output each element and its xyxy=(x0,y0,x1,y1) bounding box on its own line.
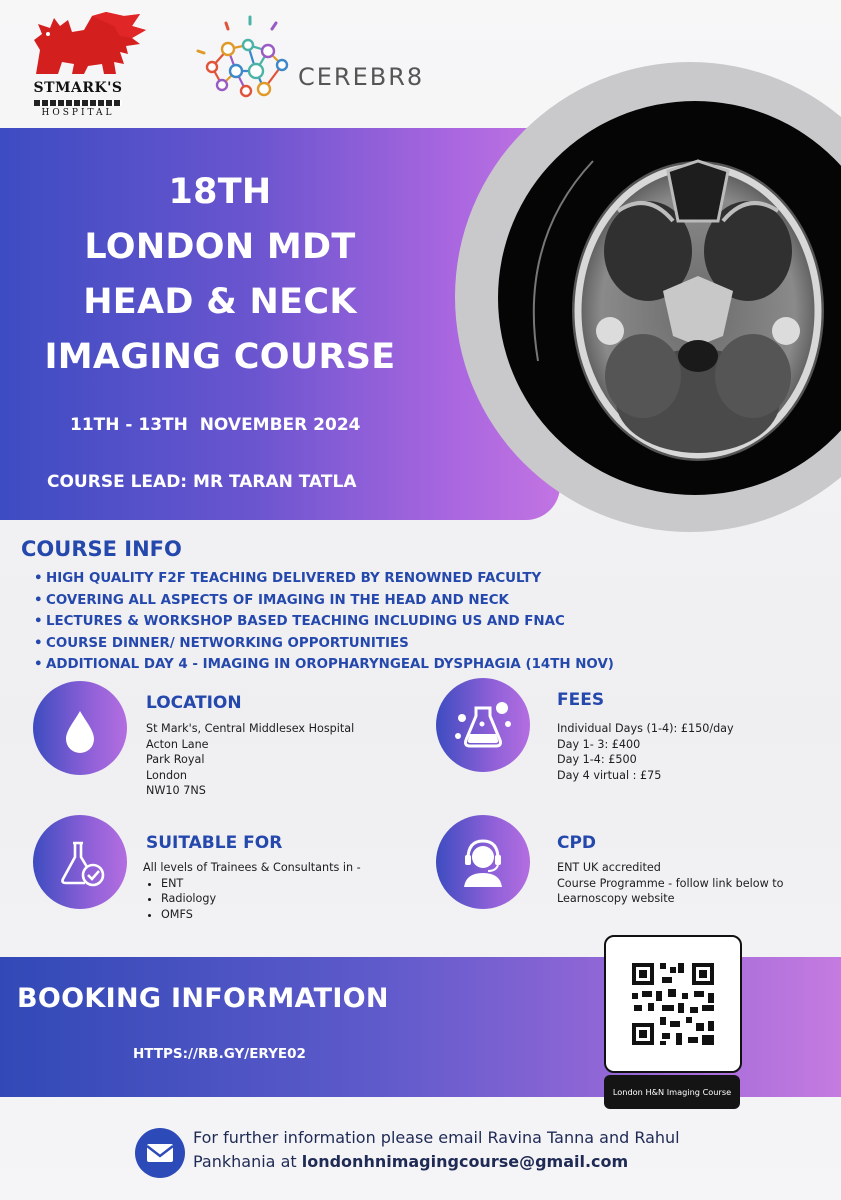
list-item: • ENT xyxy=(161,876,361,892)
droplet-icon xyxy=(33,681,127,775)
course-lead: COURSE LEAD: MR TARAN TATLA xyxy=(47,472,357,492)
cpd-icon-circle xyxy=(436,815,530,909)
contact-email-link[interactable]: londonhnimagingcourse@gmail.com xyxy=(301,1152,629,1171)
title-line: HEAD & NECK xyxy=(83,282,357,322)
list-item: • COURSE DINNER/ NETWORKING OPPORTUNITIES xyxy=(34,633,614,655)
st-marks-logo xyxy=(28,10,150,128)
title-line: LONDON MDT xyxy=(84,227,356,267)
cerebr8-wordmark: CEREBR8 xyxy=(298,63,425,91)
list-item xyxy=(34,590,614,612)
footer-line xyxy=(193,1150,793,1174)
footer-line: For further information please email Ravina Tanna and Rahul xyxy=(193,1128,680,1147)
course-dates: 11TH - 13TH NOVEMBER 2024 xyxy=(70,415,361,435)
st-marks-name: STMARK'S xyxy=(33,80,123,96)
list-item: • ADDITIONAL DAY 4 - IMAGING IN OROPHARYNGEAL DYSPHAGIA (14TH NOV) xyxy=(34,654,614,676)
booking-link[interactable]: HTTPS://RB.GY/ERYE02 xyxy=(133,1046,306,1062)
list-item: • OMFS xyxy=(161,907,361,923)
course-info-heading: COURSE INFO xyxy=(21,537,182,561)
cpd-details xyxy=(557,860,784,907)
suitable-intro: All levels of Trainees & Consultants in - xyxy=(143,861,361,874)
location-details xyxy=(146,721,354,799)
suitable-icon-circle xyxy=(33,815,127,909)
title-line: 18TH xyxy=(168,172,272,212)
st-marks-divider xyxy=(34,100,122,106)
cpd-line: ENT UK accredited xyxy=(557,861,661,874)
list-item: • HIGH QUALITY F2F TEACHING DELIVERED BY RENOWNED FACULTY xyxy=(34,568,614,590)
support-agent-icon xyxy=(436,815,530,909)
list-item: • LECTURES & WORKSHOP BASED TEACHING INCLUDING US AND FNAC xyxy=(34,611,614,633)
suitable-details xyxy=(143,860,361,922)
location-line: London xyxy=(146,768,188,782)
flask-bubbles-icon xyxy=(436,678,530,772)
cpd-line: Learnoscopy website xyxy=(557,892,675,905)
fee-line: Individual Days (1-4): £150/day xyxy=(557,722,734,735)
title-line: IMAGING COURSE xyxy=(44,337,396,377)
list-item-continuation: COVERING ALL ASPECTS OF IMAGING IN THE HEAD AND NECK xyxy=(46,592,509,608)
location-title: LOCATION xyxy=(146,693,242,713)
cpd-line: Course Programme - follow link below to xyxy=(557,876,784,890)
st-marks-subtitle: HOSPITAL xyxy=(41,108,115,118)
qr-code-label: London H&N Imaging Course xyxy=(604,1075,740,1109)
cerebr8-logo xyxy=(192,15,442,115)
winged-lion-icon xyxy=(28,10,150,80)
fee-line: Day 4 virtual : £75 xyxy=(557,768,662,782)
course-title xyxy=(0,165,440,385)
location-line: Park Royal xyxy=(146,753,205,766)
footer-prefix: Pankhania at xyxy=(193,1152,302,1171)
flask-check-icon xyxy=(33,815,127,909)
suitable-title: SUITABLE FOR xyxy=(146,833,283,853)
location-line: NW10 7NS xyxy=(146,784,206,797)
fees-icon-circle xyxy=(436,678,530,772)
email-icon xyxy=(135,1128,185,1178)
fee-line: Day 1-4: £500 xyxy=(557,753,637,766)
location-line: Acton Lane xyxy=(146,737,209,751)
course-info-list xyxy=(34,568,614,676)
footer-contact xyxy=(193,1126,793,1174)
network-brain-icon xyxy=(192,15,302,115)
suitable-list xyxy=(143,876,361,923)
qr-code-card[interactable] xyxy=(604,935,742,1073)
list-item: • Radiology xyxy=(161,891,361,907)
fees-details xyxy=(557,721,734,783)
fee-line: Day 1- 3: £400 xyxy=(557,737,641,751)
fees-title: FEES xyxy=(557,690,605,710)
qr-code-icon xyxy=(606,937,740,1071)
location-icon-circle xyxy=(33,681,127,775)
booking-title: BOOKING INFORMATION xyxy=(17,983,389,1014)
location-line: St Mark's, Central Middlesex Hospital xyxy=(146,722,355,735)
cpd-title: CPD xyxy=(557,833,597,853)
